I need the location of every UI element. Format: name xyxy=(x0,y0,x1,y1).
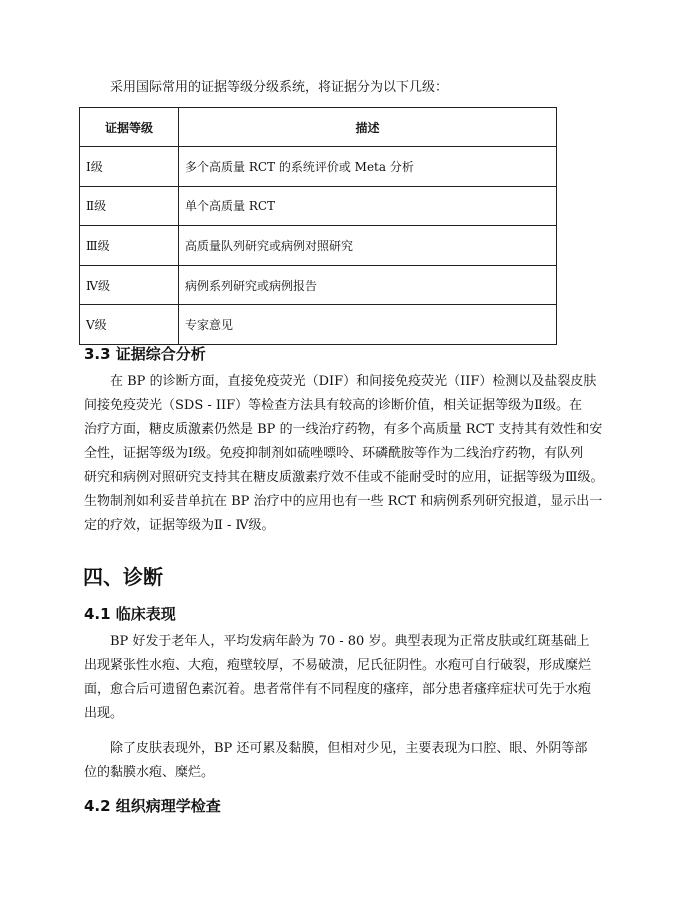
level-cell: Ⅴ级 xyxy=(80,305,179,345)
text-line: 定的疗效，证据等级为Ⅱ - Ⅳ级。 xyxy=(84,518,275,533)
section-heading-4-2: 4.2 组织病理学检查 xyxy=(84,797,221,815)
description-cell: 单个高质量 RCT xyxy=(179,186,557,226)
chapter-heading-diagnosis: 四、诊断 xyxy=(83,565,163,589)
level-cell: Ⅰ级 xyxy=(80,147,179,187)
text-line: 出现。 xyxy=(84,706,124,721)
description-cell: 高质量队列研究或病例对照研究 xyxy=(179,226,557,266)
section-heading-4-1: 4.1 临床表现 xyxy=(84,605,176,623)
level-cell: Ⅱ级 xyxy=(80,186,179,226)
level-cell: Ⅲ级 xyxy=(80,226,179,266)
table-row xyxy=(80,305,557,345)
text-line: 间接免疫荧光（SDS - IIF）等检查方法具有较高的诊断价值，相关证据等级为Ⅱ级。在 xyxy=(84,398,583,413)
text-line: 面，愈合后可遗留色素沉着。患者常伴有不同程度的瘙痒，部分患者瘙痒症状可先于水疱 xyxy=(84,682,592,697)
table-row xyxy=(80,226,557,266)
paragraph-clinical-1 xyxy=(84,630,624,726)
paragraph-clinical-2 xyxy=(84,737,624,785)
text-line: 在 BP 的诊断方面，直接免疫荧光（DIF）和间接免疫荧光（IIF）检测以及盐裂皮肤 xyxy=(110,374,597,389)
text-line: BP 好发于老年人，平均发病年龄为 70 - 80 岁。典型表现为正常皮肤或红斑基础上 xyxy=(110,634,590,649)
text-line: 全性，证据等级为Ⅰ级。免疫抑制剂如硫唑嘌呤、环磷酰胺等作为二线治疗药物，有队列 xyxy=(84,446,584,461)
text-line: 治疗方面，糖皮质激素仍然是 BP 的一线治疗药物，有多个高质量 RCT 支持其有效性和安 xyxy=(84,422,603,437)
paragraph-evidence-analysis xyxy=(84,370,624,538)
text-line: 生物制剂如利妥昔单抗在 BP 治疗中的应用也有一些 RCT 和病例系列研究报道，显示出一 xyxy=(84,494,603,509)
table-row xyxy=(80,186,557,226)
evidence-level-table xyxy=(79,107,557,345)
section-heading-3-3: 3.3 证据综合分析 xyxy=(84,345,206,363)
description-cell: 专家意见 xyxy=(179,305,557,345)
description-cell: 多个高质量 RCT 的系统评价或 Meta 分析 xyxy=(179,147,557,187)
header-evidence-level: 证据等级 xyxy=(80,108,179,147)
intro-text: 采用国际常用的证据等级分级系统，将证据分为以下几级： xyxy=(110,80,449,95)
table-row xyxy=(80,147,557,187)
header-description: 描述 xyxy=(179,108,557,147)
text-line: 研究和病例对照研究支持其在糖皮质激素疗效不佳或不能耐受时的应用，证据等级为Ⅲ级。 xyxy=(84,470,604,485)
level-cell: Ⅳ级 xyxy=(80,265,179,305)
text-line: 出现紧张性水疱、大疱，疱壁较厚，不易破溃，尼氏征阴性。水疱可自行破裂，形成糜烂 xyxy=(84,658,592,673)
table-header-row xyxy=(80,108,557,147)
text-line: 除了皮肤表现外，BP 还可累及黏膜，但相对少见，主要表现为口腔、眼、外阴等部 xyxy=(110,741,588,756)
table-row xyxy=(80,265,557,305)
description-cell: 病例系列研究或病例报告 xyxy=(179,265,557,305)
text-line: 位的黏膜水疱、糜烂。 xyxy=(84,765,215,780)
